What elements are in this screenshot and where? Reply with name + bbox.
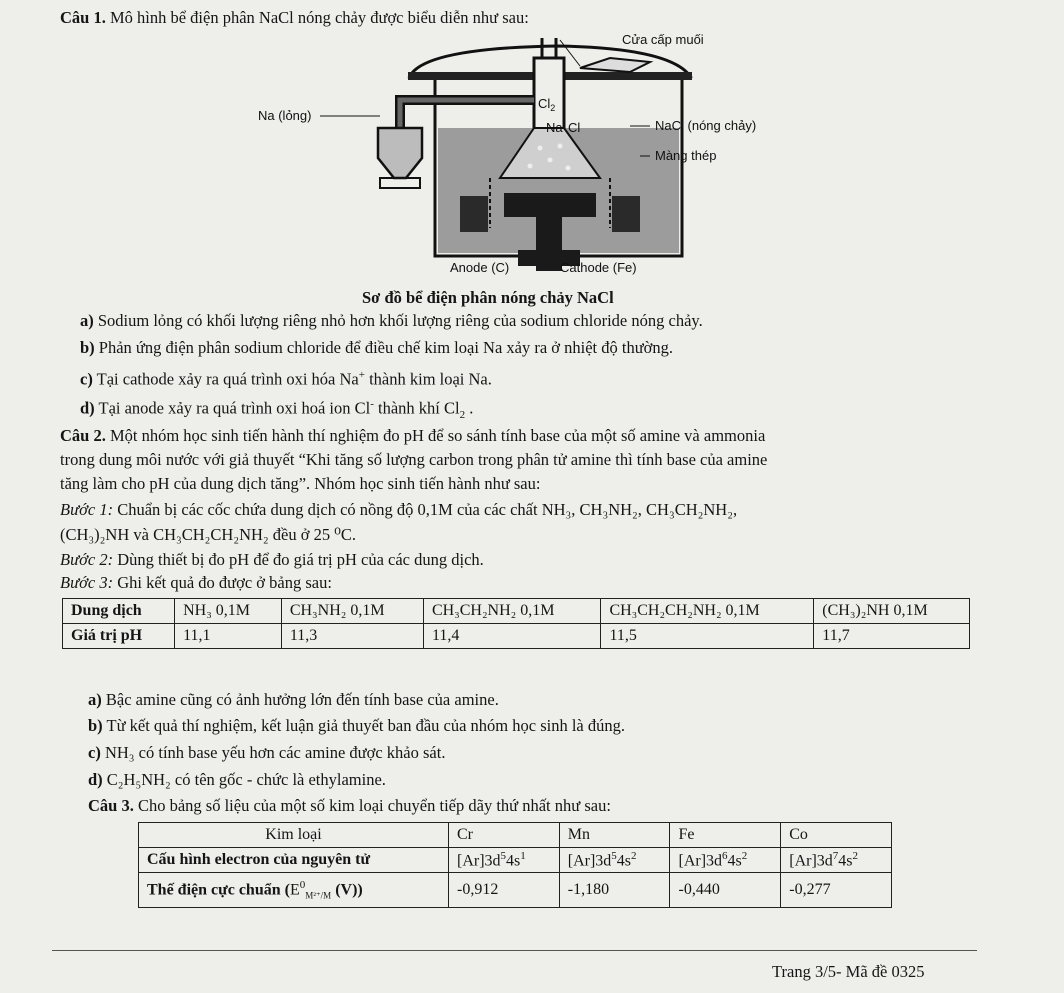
label-cathode: Cathode (Fe): [560, 260, 637, 275]
bubble: [528, 164, 533, 169]
anode-block: [504, 193, 596, 217]
table-cell: -0,440: [670, 873, 781, 908]
sodium-vessel: [378, 128, 422, 178]
q2-option-b: b) Từ kết quả thí nghiệm, kết luận giả thuyết ban đầu của nhóm học sinh là đúng.: [88, 716, 625, 735]
table-cell: -0,912: [448, 873, 559, 908]
q2-option-a: a) Bậc amine cũng có ảnh hưởng lớn đến tính base của amine.: [88, 690, 499, 709]
ph-table: [62, 598, 970, 649]
sodium-pipe: [400, 100, 534, 128]
bubble: [566, 166, 571, 171]
q2-number: Câu 2.: [60, 426, 106, 445]
table-cell: Giá trị pH: [63, 624, 175, 649]
q2-line-1: Câu 2. Một nhóm học sinh tiến hành thí nghiệm đo pH để so sánh tính base của một số amine và ammonia: [60, 426, 766, 445]
q3-number: Câu 3.: [88, 796, 134, 815]
table-cell: CH₃CH₂CH₂NH₂ 0,1M: [601, 599, 814, 624]
label-chlorine: $Cl_2$: [538, 96, 556, 113]
bubble: [538, 146, 543, 151]
table-cell: 11,1: [175, 624, 282, 649]
table-cell: 11,7: [814, 624, 970, 649]
q2-step-2: Bước 2: Dùng thiết bị đo pH để đo giá trị pH của các dung dịch.: [60, 550, 484, 569]
q1-option-a: a) Sodium lỏng có khối lượng riêng nhỏ hơn khối lượng riêng của sodium chloride nóng chảy.: [80, 311, 703, 330]
table-cell: CH₃NH₂ 0,1M: [281, 599, 423, 624]
label-mesh: Màng thép: [655, 148, 717, 163]
bubble: [558, 144, 563, 149]
vessel-valve: [380, 178, 420, 188]
table-cell: CH₃CH₂NH₂ 0,1M: [423, 599, 601, 624]
q2-line-3: tăng làm cho pH của dung dịch tăng”. Nhóm học sinh tiến hành như sau:: [60, 474, 541, 493]
q2-option-d: d) C₂H₅NH₂ có tên gốc - chức là ethylamine.: [88, 770, 386, 789]
table-cell: Cấu hình electron của nguyên tử: [139, 848, 449, 873]
footer-divider: [52, 950, 977, 951]
metals-table-config-row: [139, 848, 892, 873]
q1-stem: Câu 1. Mô hình bể điện phân NaCl nóng chảy được biểu diễn như sau:: [60, 8, 529, 27]
table-cell: Fe: [670, 823, 781, 848]
table-cell: 11,3: [281, 624, 423, 649]
label-na: Na: [546, 120, 563, 135]
table-cell: $[Ar]3d^64s^2$: [670, 848, 781, 873]
diagram-caption: Sơ đồ bể điện phân nóng chảy NaCl: [362, 288, 614, 307]
label-salt-feed: Cửa cấp muối: [622, 32, 704, 47]
table-cell: $[Ar]3d^54s^2$: [559, 848, 670, 873]
page-footer: Trang 3/5- Mã đề 0325: [772, 962, 925, 981]
q1-option-d: d) Tại anode xảy ra quá trình oxi hoá ion Cl- thành khí $Cl_2$ .: [80, 398, 474, 421]
q2-option-c: c) NH₃ có tính base yếu hơn các amine được khảo sát.: [88, 743, 446, 762]
table-cell: (CH₃)₂NH 0,1M: [814, 599, 970, 624]
q1-option-b: b) Phản ứng điện phân sodium chloride để điều chế kim loại Na xảy ra ở nhiệt độ thường.: [80, 338, 674, 357]
table-cell: 11,5: [601, 624, 814, 649]
metals-table-potential-row: [139, 873, 892, 908]
label-sodium: Na (lỏng): [258, 108, 312, 123]
bubble: [548, 158, 553, 163]
cathode-left: [460, 196, 488, 232]
table-cell: $[Ar]3d^54s^1$: [448, 848, 559, 873]
ph-table-row: [63, 624, 970, 649]
table-cell: $[Ar]3d^74s^2$: [781, 848, 892, 873]
metals-table-header: [139, 823, 892, 848]
table-cell: Dung dịch: [63, 599, 175, 624]
q1-option-c: c) Tại cathode xảy ra quá trình oxi hóa Na+ thành kim loại Na.: [80, 369, 492, 389]
label-cl: Cl: [568, 120, 581, 135]
table-cell: Mn: [559, 823, 670, 848]
q3-stem: Câu 3. Cho bảng số liệu của một số kim loại chuyển tiếp dãy thứ nhất như sau:: [88, 796, 611, 815]
label-anode: Anode (C): [450, 260, 510, 275]
table-cell: -1,180: [559, 873, 670, 908]
table-cell: Kim loại: [139, 823, 449, 848]
metals-table: [138, 822, 892, 908]
cathode-right: [612, 196, 640, 232]
table-cell: 11,4: [423, 624, 601, 649]
table-cell: Cr: [448, 823, 559, 848]
q1-number: Câu 1.: [60, 8, 106, 27]
table-cell: -0,277: [781, 873, 892, 908]
table-cell: Thế điện cực chuẩn ($E^0_{M^{2+}/M}$ (V)): [139, 873, 449, 908]
electrolysis-diagram: [250, 28, 770, 290]
q2-step-1-cont: (CH₃)₂NH và CH₃CH₂CH₂NH₂ đều ở 25 ⁰C.: [60, 525, 356, 544]
table-cell: Co: [781, 823, 892, 848]
label-nacl: NaCl (nóng chảy): [655, 118, 757, 133]
q2-step-1: Bước 1: Chuẩn bị các cốc chứa dung dịch có nồng độ 0,1M của các chất NH₃, CH₃NH₂, CH₃CH₂NH₂,: [60, 500, 738, 519]
table-cell: NH₃ 0,1M: [175, 599, 282, 624]
q2-line-2: trong dung môi nước với giả thuyết “Khi tăng số lượng carbon trong phân tử amine thì tính base của amine: [60, 450, 768, 469]
ph-table-header: [63, 599, 970, 624]
q2-step-3: Bước 3: Ghi kết quả đo được ở bảng sau:: [60, 573, 332, 592]
